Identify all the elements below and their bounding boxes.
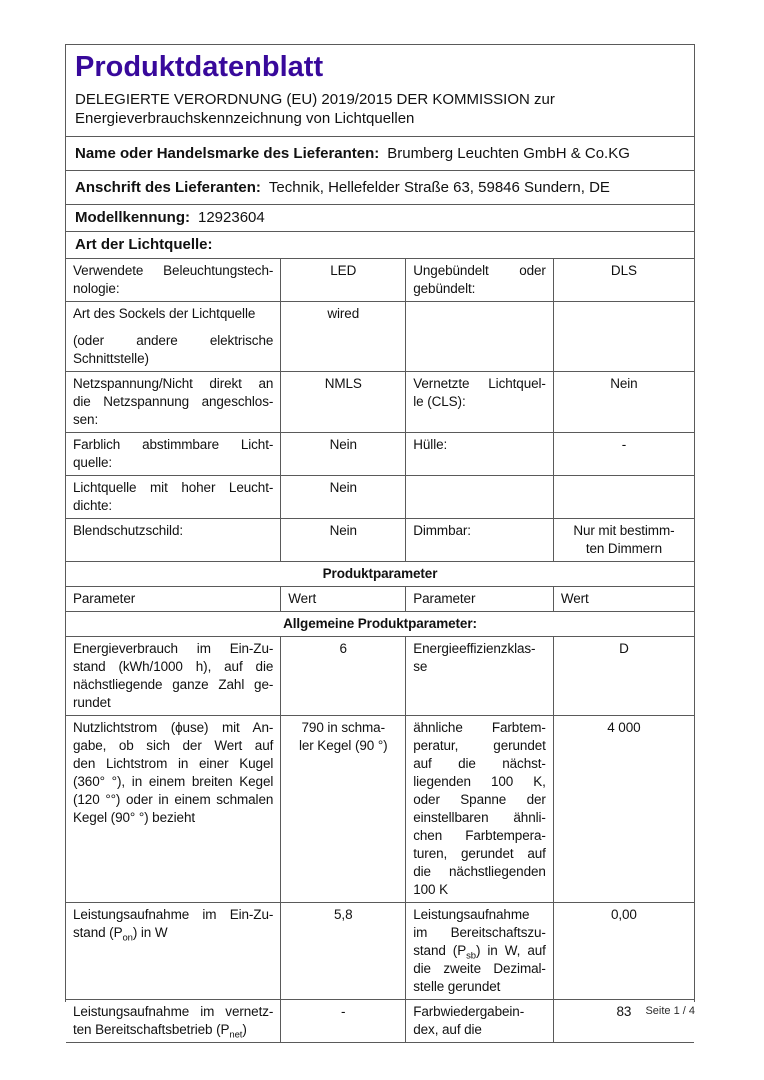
parameter-cell: Leistungsaufnahme im Ein-Zu- stand $(P_{on})$ in W	[66, 903, 281, 1000]
table-row	[66, 637, 694, 716]
value-cell: 790 in schma- ler Kegel (90 °)	[281, 716, 406, 903]
subsection-title-row	[66, 612, 694, 637]
value-cell: 5,8	[281, 903, 406, 1000]
value-cell: DLS	[553, 259, 694, 302]
parameter-cell: Leistungsaufnahme im vernetz- ten Bereitschaftsbetrieb $(P_{net})$	[66, 1000, 281, 1043]
page-number: Seite 1 / 4	[645, 1005, 695, 1017]
table-row	[66, 519, 694, 562]
value-cell: -	[281, 1000, 406, 1043]
supplier-address-value: Technik, Hellefelder Straße 63, 59846 Sundern, DE	[268, 179, 610, 196]
table-row	[66, 433, 694, 476]
regulation-subtitle: DELEGIERTE VERORDNUNG (EU) 2019/2015 DER KOMMISSION zur Energieverbrauchskennzeichnung von Lichtquellen	[75, 91, 555, 127]
value-cell: NMLS	[281, 372, 406, 433]
value-cell: D	[553, 637, 694, 716]
value-cell	[553, 476, 694, 519]
parameter-cell: Art des Sockels der Lichtquelle (oder andere elektrische Schnittstelle)	[66, 302, 281, 372]
page-title: Produktdatenblatt	[75, 51, 324, 83]
supplier-address-row	[66, 170, 694, 204]
parameter-cell: Verwendete Beleuchtungstech- nologie:	[66, 259, 281, 302]
parameter-cell	[406, 476, 554, 519]
parameter-cell: Energieeffizienzklas- se	[406, 637, 554, 716]
table-row	[66, 372, 694, 433]
supplier-name-label: Name oder Handelsmarke des Lieferanten:	[75, 145, 380, 162]
supplier-name-value: Brumberg Leuchten GmbH & Co.KG	[387, 145, 630, 162]
value-cell: Nein	[281, 519, 406, 562]
value-cell: LED	[281, 259, 406, 302]
parameter-cell: Netzspannung/Nicht direkt an die Netzspannung angeschlos- sen:	[66, 372, 281, 433]
parameter-cell: Energieverbrauch im Ein-Zu- stand (kWh/1000 h), auf die nächstliegende ganze Zahl ge- rundet	[66, 637, 281, 716]
supplier-address-label: Anschrift des Lieferanten:	[75, 179, 261, 196]
model-id-row	[66, 204, 694, 231]
parameter-cell: Leistungsaufnahme im Bereitschaftszu- stand $(P_{sb})$ in W, auf die zweite Dezimal- stelle gerundet	[406, 903, 554, 1000]
value-cell	[553, 302, 694, 372]
column-header-cell: Parameter	[66, 587, 281, 612]
parameter-cell: Hülle:	[406, 433, 554, 476]
value-cell: 83	[553, 1000, 694, 1043]
light-source-type-row	[66, 231, 694, 258]
value-cell: Nein	[281, 476, 406, 519]
column-header-cell: Wert	[553, 587, 694, 612]
column-header-row	[66, 587, 694, 612]
column-header-cell: Parameter	[406, 587, 554, 612]
value-cell: 6	[281, 637, 406, 716]
table-row	[66, 476, 694, 519]
table-row	[66, 302, 694, 372]
parameter-cell: Ungebündelt oder gebündelt:	[406, 259, 554, 302]
parameter-cell: Nutzlichtstrom (ϕuse) mit An- gabe, ob sich der Wert auf den Lichtstrom in einer Kugel (360° °), in einem breiten Kegel (120 °°) oder in einem schmalen Kegel (90° °) bezieht	[66, 716, 281, 903]
table-row	[66, 903, 694, 1000]
parameter-cell: Vernetzte Lichtquel- le (CLS):	[406, 372, 554, 433]
column-header-cell: Wert	[281, 587, 406, 612]
table-row	[66, 1000, 694, 1043]
parameter-cell: ähnliche Farbtem- peratur, gerundet auf die nächst- liegenden 100 K, oder Spanne der einstellbaren ähnli- chen Farbtempera- turen, gerundet auf die nächstliegenden 100 K	[406, 716, 554, 903]
product-table	[66, 258, 694, 1043]
parameter-cell: Lichtquelle mit hoher Leucht- dichte:	[66, 476, 281, 519]
value-cell: 0,00	[553, 903, 694, 1000]
subsection-title-row-cell: Allgemeine Produktparameter:	[66, 612, 694, 637]
model-id-value: 12923604	[198, 209, 265, 226]
value-cell: Nein	[553, 372, 694, 433]
table-row	[66, 716, 694, 903]
value-cell: 4 000	[553, 716, 694, 903]
supplier-name-row	[66, 136, 694, 170]
value-cell: wired	[281, 302, 406, 372]
table-row	[66, 259, 694, 302]
parameter-cell: Farblich abstimmbare Licht- quelle:	[66, 433, 281, 476]
section-title-row-cell: Produktparameter	[66, 562, 694, 587]
parameter-cell: Dimmbar:	[406, 519, 554, 562]
parameter-cell: Farbwiedergabein- dex, auf die	[406, 1000, 554, 1043]
section-title-row	[66, 562, 694, 587]
parameter-cell: Blendschutzschild:	[66, 519, 281, 562]
datasheet-header	[66, 45, 694, 136]
value-cell: Nein	[281, 433, 406, 476]
value-cell: Nur mit bestimm- ten Dimmern	[553, 519, 694, 562]
light-source-type-label: Art der Lichtquelle:	[75, 236, 213, 253]
parameter-cell	[406, 302, 554, 372]
model-id-label: Modellkennung:	[75, 209, 190, 226]
value-cell: -	[553, 433, 694, 476]
